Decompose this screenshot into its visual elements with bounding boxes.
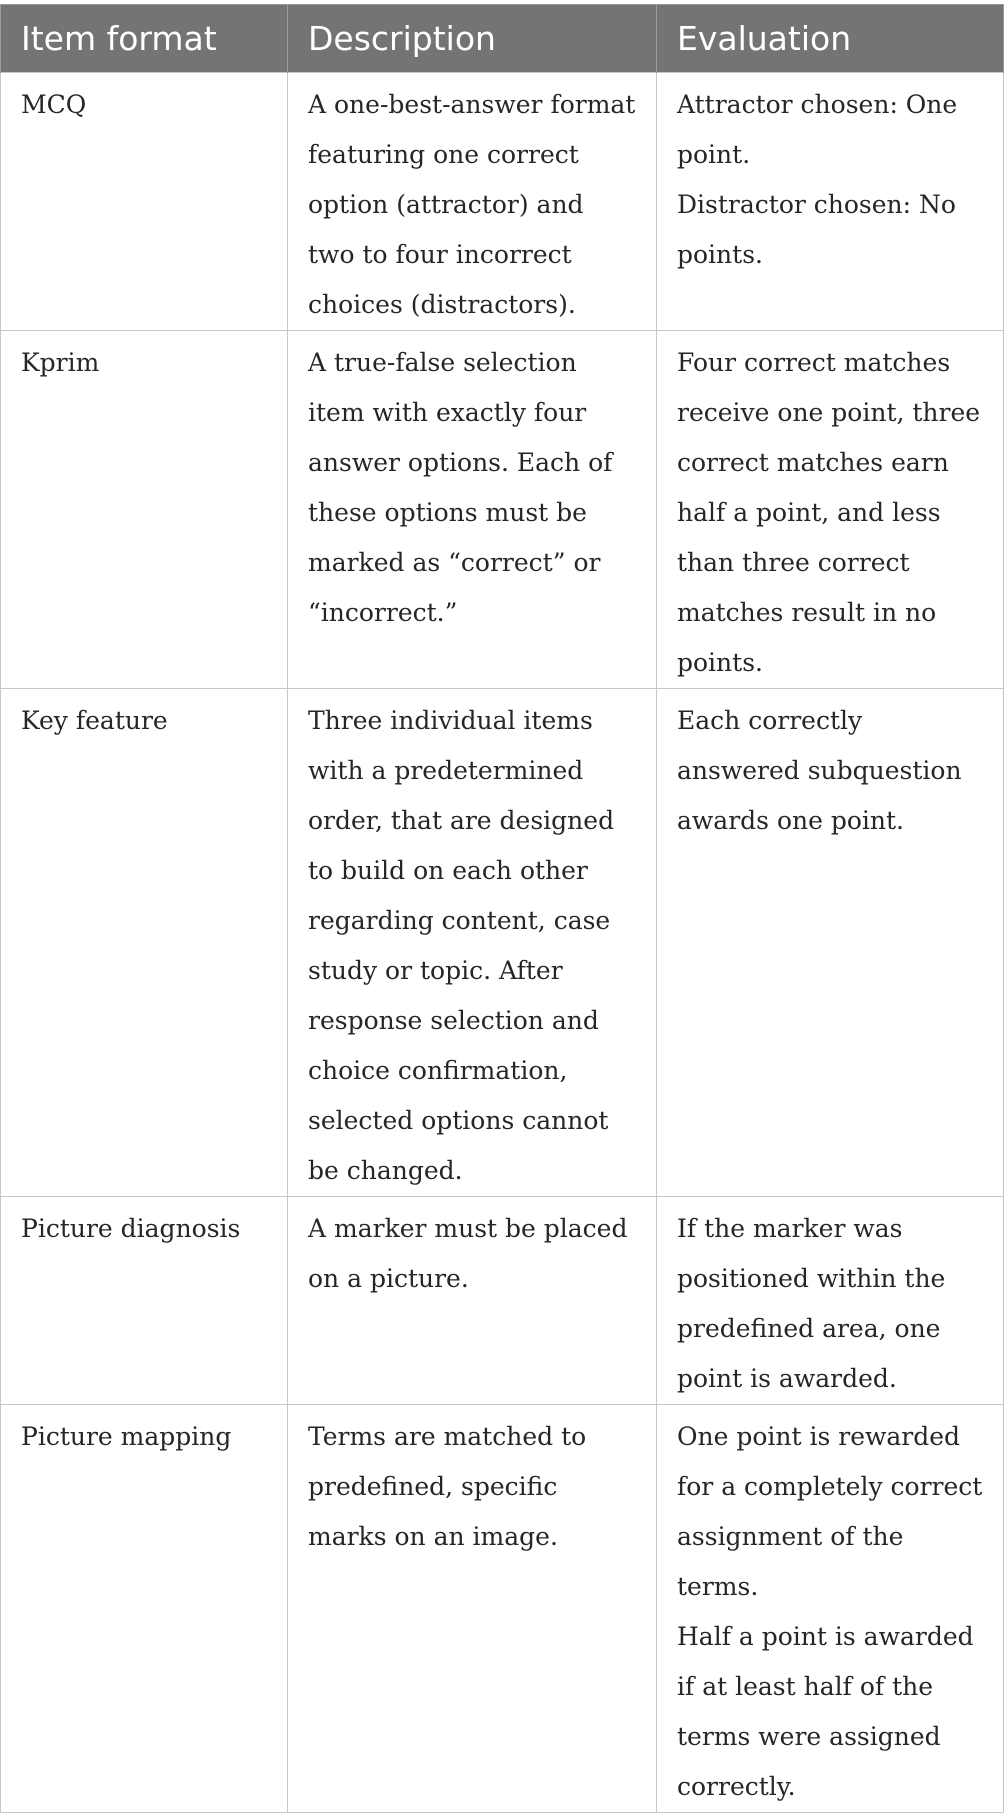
description-text: Terms are matched to predefined, specific marks on an image.	[308, 1422, 587, 1551]
evaluation-text: Half a point is awarded if at least half of the terms were assigned correctly.	[677, 1622, 974, 1801]
evaluation-text: Attractor chosen: One point.	[677, 90, 958, 169]
table-body	[1, 73, 1004, 1813]
item-format-text: Key feature	[21, 706, 168, 735]
item-format-text: Picture diagnosis	[21, 1214, 241, 1243]
cell-item-format	[1, 331, 288, 689]
evaluation-text: Four correct matches receive one point, three correct matches earn half a point, and less than three correct matches result in no points.	[677, 348, 981, 677]
description-text: Three individual items with a predetermined order, that are designed to build on each other regarding content, case study or topic. After response selection and choice confirmation, selected options cannot be changed.	[308, 706, 615, 1185]
cell-description	[288, 1197, 657, 1405]
cell-item-format	[1, 1197, 288, 1405]
item-format-text: Kprim	[21, 348, 100, 377]
description-text: A true-false selection item with exactly four answer options. Each of these options must be marked as “correct” or “incorrect.”	[308, 348, 613, 627]
table-row	[1, 689, 1004, 1197]
cell-evaluation	[657, 331, 1004, 689]
cell-item-format	[1, 73, 288, 331]
cell-item-format	[1, 689, 288, 1197]
header-item-format: Item format	[1, 5, 288, 73]
item-format-text: MCQ	[21, 90, 87, 119]
cell-description	[288, 1405, 657, 1813]
table-row	[1, 1197, 1004, 1405]
evaluation-text: Distractor chosen: No points.	[677, 190, 956, 269]
evaluation-text: One point is rewarded for a completely correct assignment of the terms.	[677, 1422, 983, 1601]
description-text: A marker must be placed on a picture.	[308, 1214, 628, 1293]
header-evaluation: Evaluation	[657, 5, 1004, 73]
cell-item-format	[1, 1405, 288, 1813]
cell-evaluation	[657, 689, 1004, 1197]
cell-description	[288, 331, 657, 689]
table-row	[1, 1405, 1004, 1813]
table-header	[1, 5, 1004, 73]
cell-description	[288, 689, 657, 1197]
item-format-text: Picture mapping	[21, 1422, 232, 1451]
header-row	[1, 5, 1004, 73]
evaluation-text: If the marker was positioned within the predefined area, one point is awarded.	[677, 1214, 946, 1393]
evaluation-text: Each correctly answered subquestion awards one point.	[677, 706, 962, 835]
table-row	[1, 73, 1004, 331]
description-text: A one-best-answer format featuring one correct option (attractor) and two to four incorrect choices (distractors).	[308, 90, 636, 319]
item-format-table	[0, 4, 1004, 1813]
cell-evaluation	[657, 1405, 1004, 1813]
header-description: Description	[288, 5, 657, 73]
table-row	[1, 331, 1004, 689]
cell-evaluation	[657, 73, 1004, 331]
cell-description	[288, 73, 657, 331]
cell-evaluation	[657, 1197, 1004, 1405]
